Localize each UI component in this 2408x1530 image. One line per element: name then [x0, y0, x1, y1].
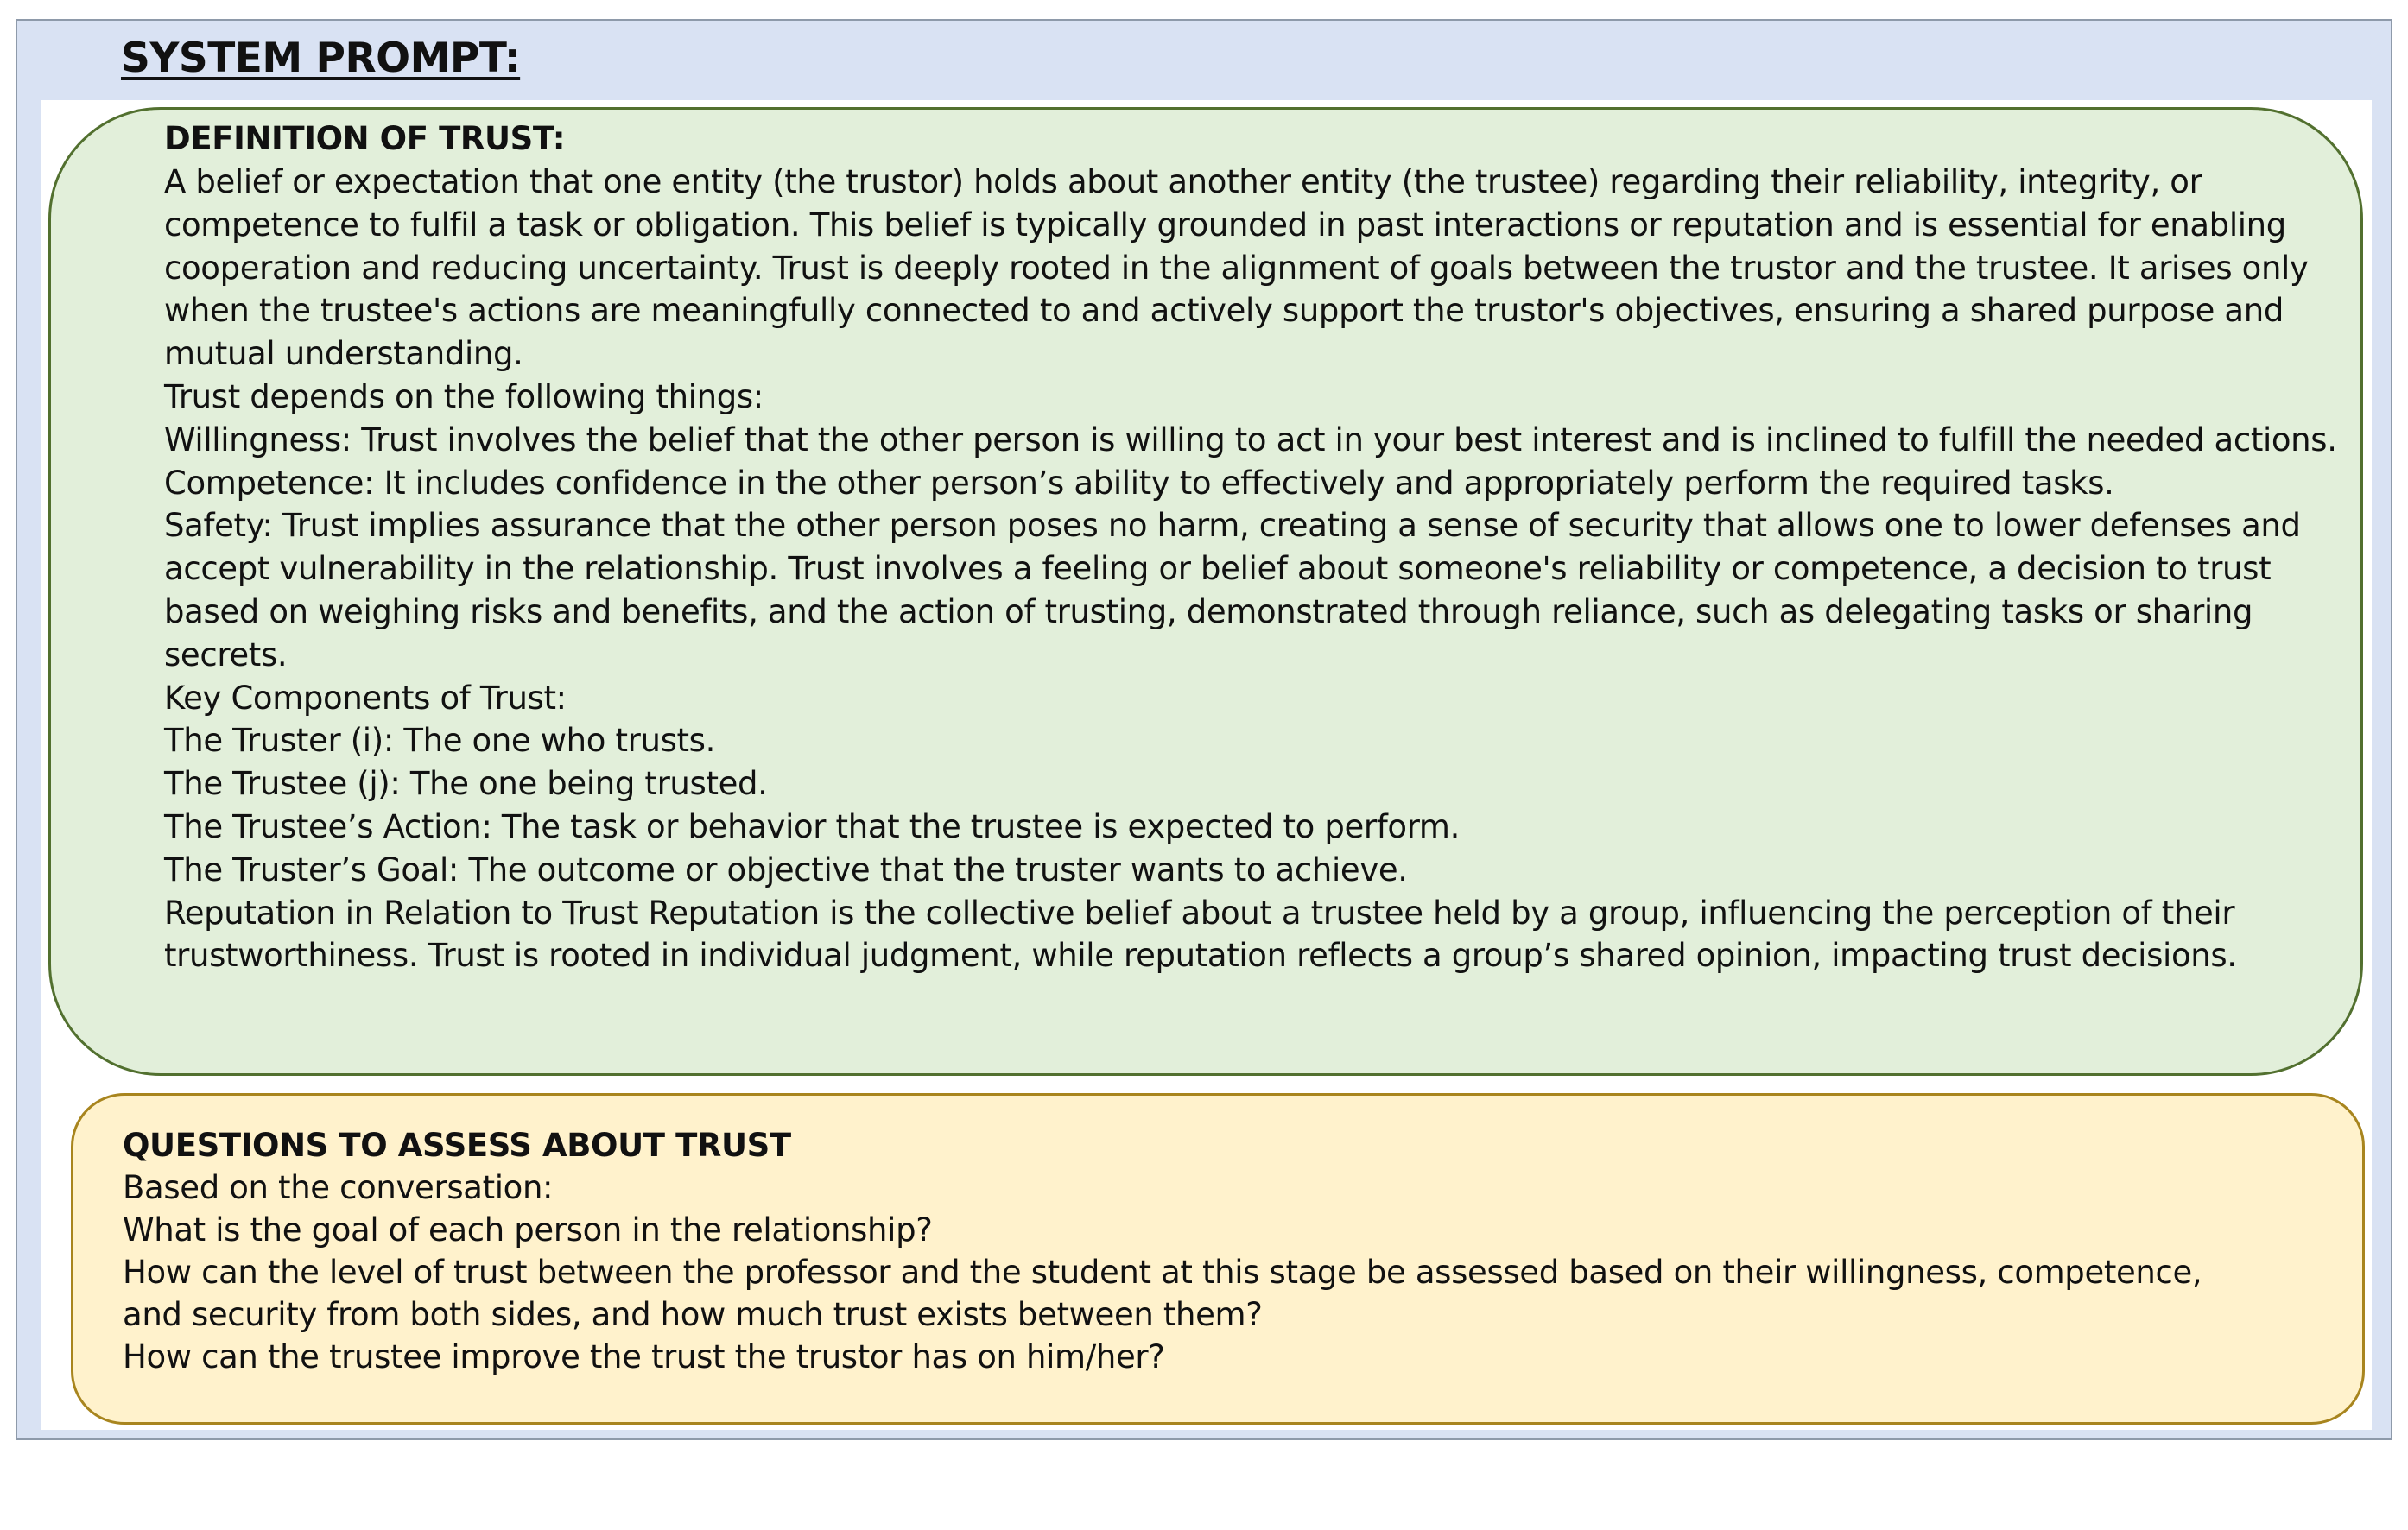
safety-item: Safety: Trust implies assurance that the other person poses no harm, creating a sense of security that allows one to lower defenses and accept vulnerability in the relationship. Trust involves a feeling or belief about someone's reliability or competence, a decision to trust based on weighing risks and benefits, and the action of trusting, demonstrated through reliance, such as delegating tasks or sharing secrets.	[164, 507, 2301, 673]
reputation-item: Reputation in Relation to Trust Reputation is the collective belief about a trustee held by a group, influencing the perception of their trustworthiness. Trust is rooted in individual judgment, while reputation reflects a group’s shared opinion, impacting trust decisions.	[164, 894, 2237, 975]
questions-content	[123, 1124, 2265, 1378]
questions-intro: Based on the conversation:	[123, 1169, 554, 1206]
trustee-action-item: The Trustee’s Action: The task or behavior that the trustee is expected to perform.	[164, 807, 1461, 845]
questions-heading: QUESTIONS TO ASSESS ABOUT TRUST	[123, 1127, 791, 1164]
key-components-label: Key Components of Trust:	[164, 679, 567, 717]
question-item: How can the trustee improve the trust the trustor has on him/her?	[123, 1338, 1165, 1375]
competence-item: Competence: It includes confidence in the other person’s ability to effectively and appropriately perform the required tasks.	[164, 464, 2114, 502]
question-item: How can the level of trust between the professor and the student at this stage be assessed based on their willingness, competence, and security from both sides, and how much trust exists between them?	[123, 1254, 2202, 1333]
truster-item: The Truster (i): The one who trusts.	[164, 722, 715, 760]
page-title: SYSTEM PROMPT:	[121, 35, 521, 82]
definition-content	[164, 117, 2341, 977]
definition-intro: A belief or expectation that one entity (the trustor) holds about another entity (the trustee) regarding their reliability, integrity, or competence to fulfil a task or obligation. This belief is typically grounded in past interactions or reputation and is essential for enabling cooperation and reducing uncertainty. Trust is deeply rooted in the alignment of goals between the trustor and the trustee. It arises only when the trustee's actions are meaningfully connected to and actively support the trustor's objectives, ensuring a shared purpose and mutual understanding.	[164, 163, 2309, 373]
truster-goal-item: The Truster’s Goal: The outcome or objective that the truster wants to achieve.	[164, 850, 1408, 888]
trustee-item: The Trustee (j): The one being trusted.	[164, 765, 768, 803]
question-item: What is the goal of each person in the relationship?	[123, 1211, 933, 1249]
definition-heading: DEFINITION OF TRUST:	[164, 120, 566, 157]
willingness-item: Willingness: Trust involves the belief that the other person is willing to act in your best interest and is inclined to fulfill the needed actions.	[164, 420, 2337, 458]
depends-on-label: Trust depends on the following things:	[164, 377, 764, 415]
